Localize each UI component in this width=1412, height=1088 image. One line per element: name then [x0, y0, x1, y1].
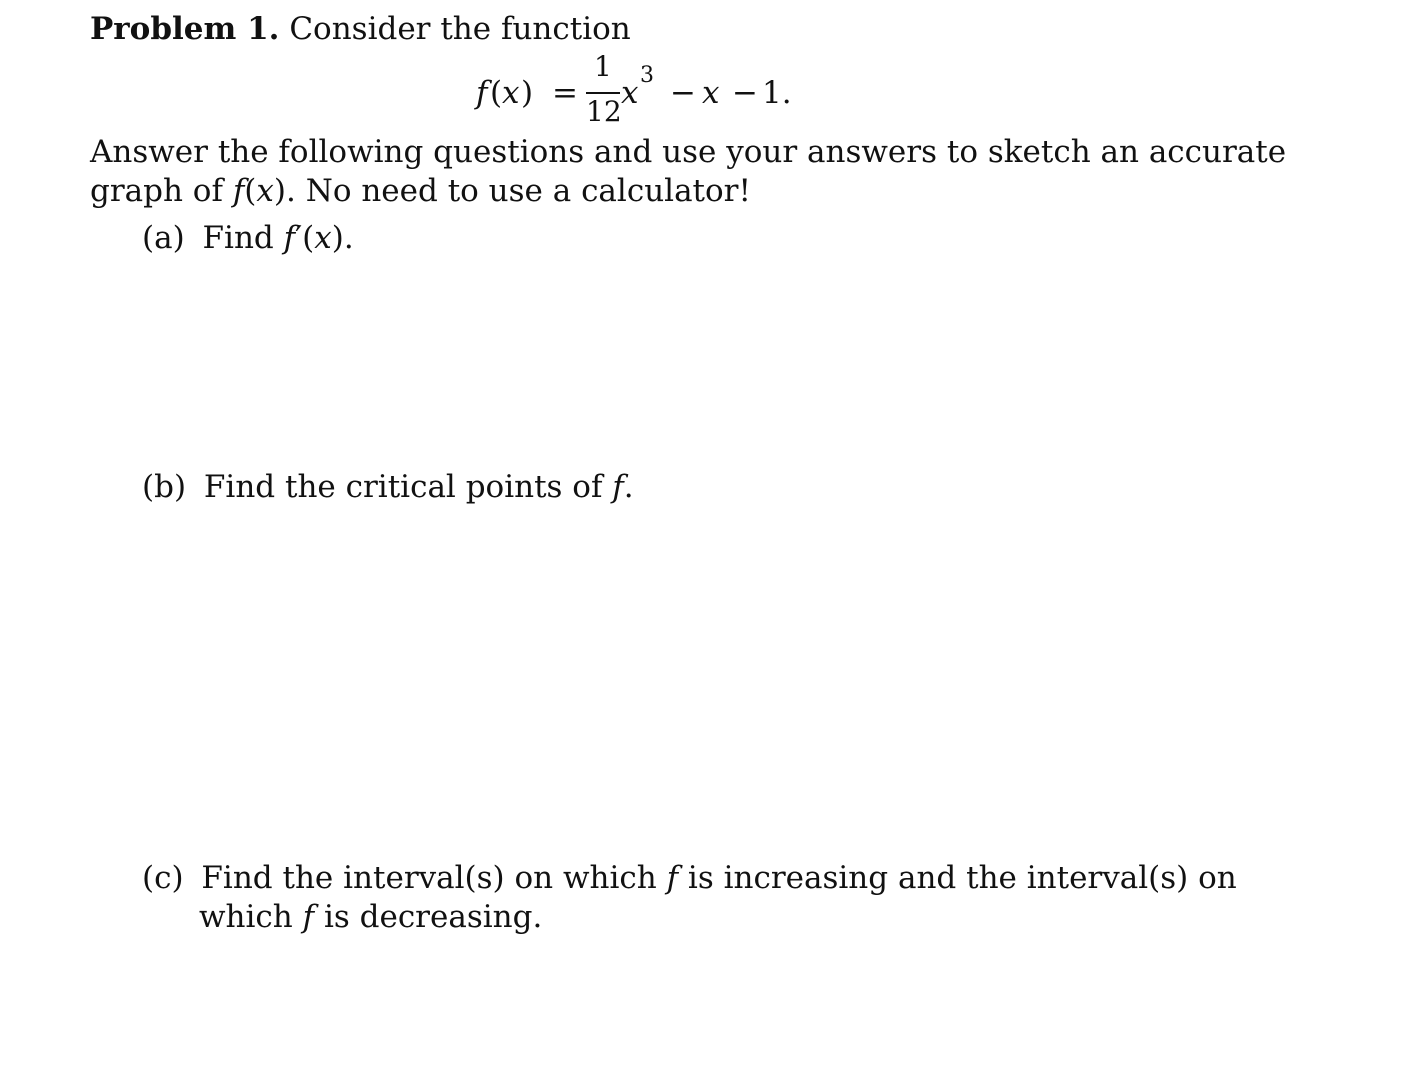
eq-equals: =	[552, 75, 578, 111]
eq-x-term: x	[702, 75, 720, 111]
part-c-line2-post: is decreasing.	[314, 899, 543, 935]
part-b-label: (b)	[142, 469, 187, 505]
part-a-prime: ′	[295, 220, 303, 256]
part-b	[142, 468, 634, 506]
fraction-denominator: 12	[586, 95, 622, 128]
eq-lhs-paren-open: (	[490, 75, 503, 111]
fraction-numerator: 1	[594, 50, 612, 83]
instructions-line-2	[90, 172, 751, 210]
part-a-label: (a)	[142, 220, 185, 256]
part-a-f: f	[283, 220, 296, 256]
part-c-label: (c)	[142, 860, 184, 896]
part-c-line2-pre: which	[199, 899, 303, 935]
eq-lhs-x: x	[502, 75, 520, 111]
part-c-line1-post: is increasing and the interval(s) on	[678, 860, 1237, 896]
instructions-line-2-post: ). No need to use a calculator!	[273, 173, 751, 209]
problem-intro: Consider the function	[289, 11, 631, 47]
part-c-line1-f: f	[666, 860, 679, 896]
eq-constant: 1.	[762, 75, 792, 111]
instructions-line-2-x: x	[256, 173, 274, 209]
part-a-close: ).	[331, 220, 354, 256]
part-b-text	[204, 469, 634, 505]
eq-minus-2: −	[732, 75, 758, 111]
instructions-line-2-pre: graph of	[90, 173, 233, 209]
instructions-line-1: Answer the following questions and use your answers to sketch an accurate	[90, 134, 1287, 170]
part-b-close: .	[623, 469, 634, 505]
eq-x-var: x	[621, 75, 639, 111]
problem-label: Problem 1.	[90, 11, 280, 47]
fraction-bar	[586, 92, 620, 94]
part-b-text-pre: Find the critical points of	[203, 469, 613, 505]
instructions-line-2-open: (	[244, 173, 257, 209]
part-c-line-2	[199, 898, 542, 936]
part-c-line1-pre: Find the interval(s) on which	[201, 860, 667, 896]
problem-header	[90, 10, 631, 48]
part-a-text-pre: Find	[202, 220, 284, 256]
part-c-line2-f: f	[302, 899, 315, 935]
part-a	[142, 219, 354, 257]
part-c-line-1	[142, 859, 1237, 897]
part-a-x: x	[314, 220, 332, 256]
part-c-text-1	[201, 860, 1236, 896]
eq-lhs-f: f	[476, 75, 488, 111]
eq-exponent: 3	[640, 63, 654, 88]
part-a-open: (	[302, 220, 315, 256]
instructions-line-2-f: f	[232, 173, 245, 209]
part-b-f: f	[612, 469, 624, 505]
part-a-text	[203, 220, 354, 256]
eq-lhs-paren-close: )	[521, 75, 534, 111]
eq-minus-1: −	[670, 75, 696, 111]
